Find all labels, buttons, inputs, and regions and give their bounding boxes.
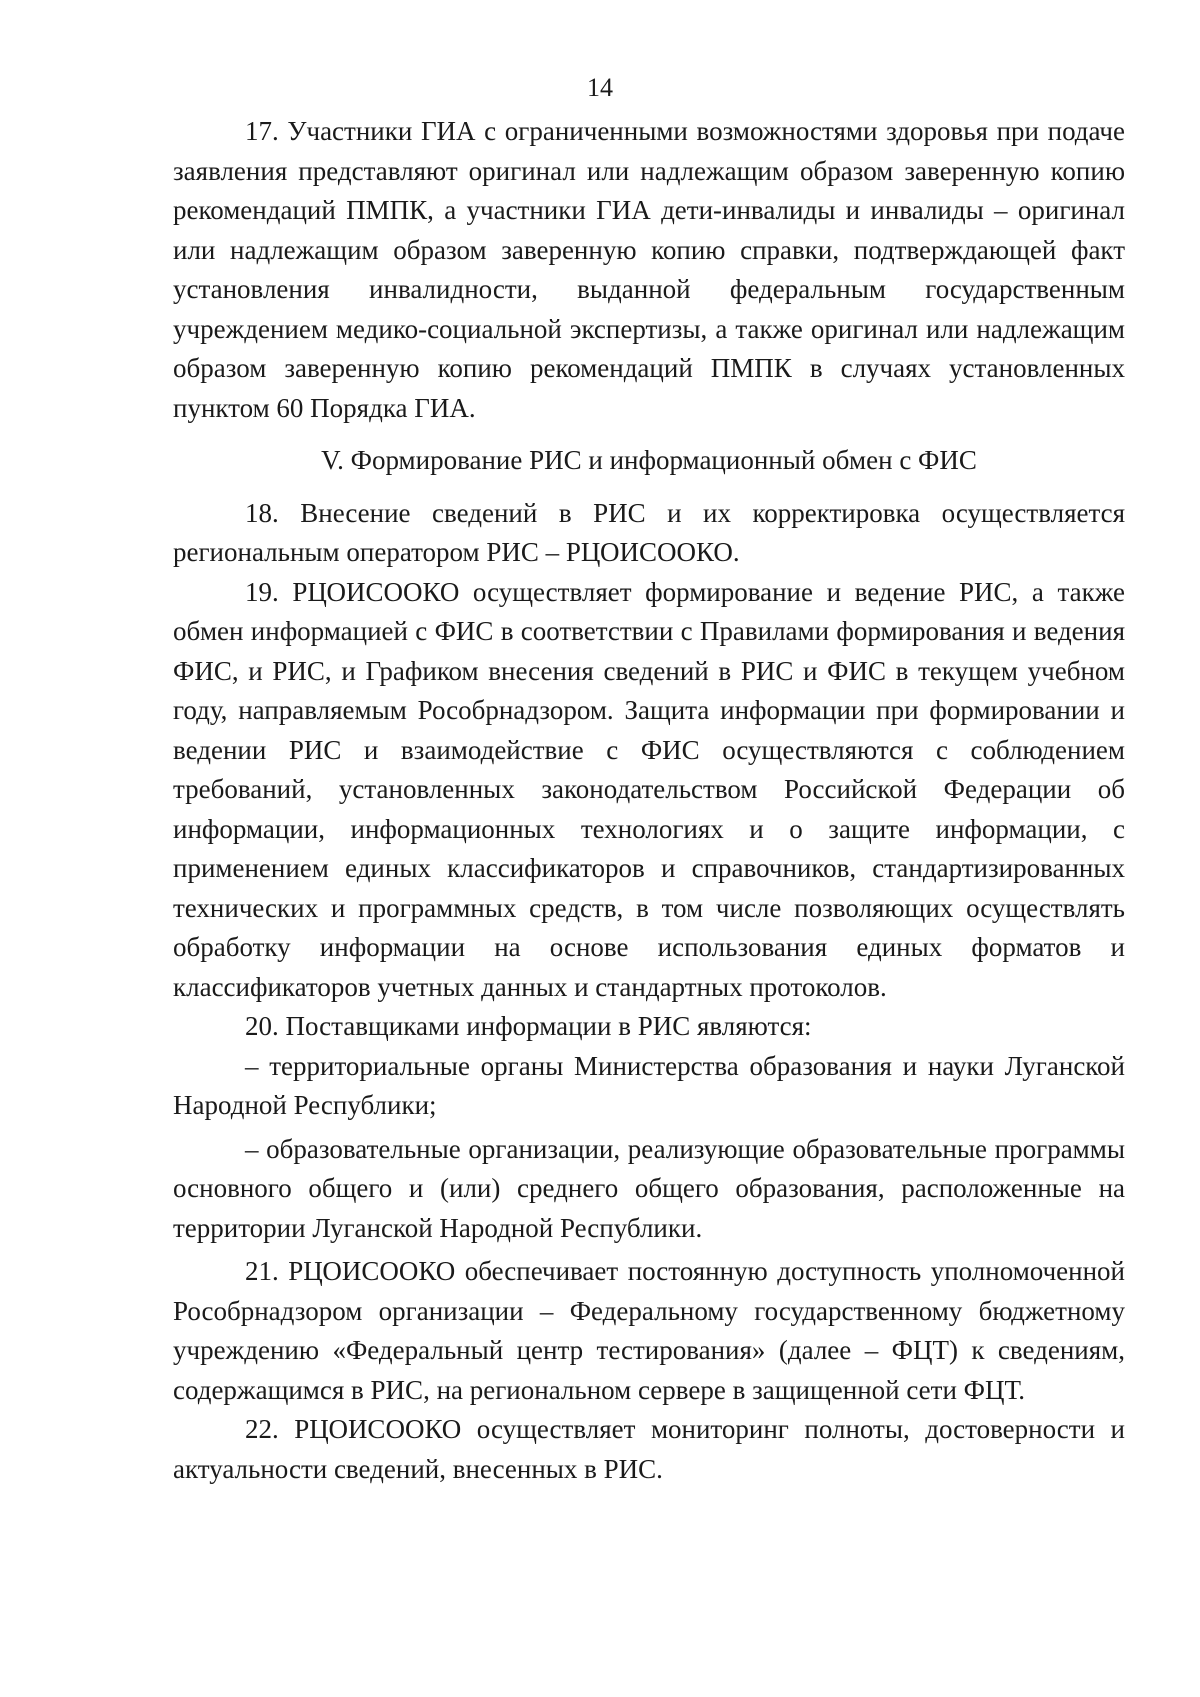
list-item: – образовательные организации, реализующие образовательные программы основного общего и (или) среднего общего образования, расположенные на территории Луганской Народной Республики. [173,1133,1125,1243]
paragraph-19: 19. РЦОИСООКО осуществляет формирование и ведение РИС, а также обмен информацией с ФИС в соответствии с Правилами формирования и ведения ФИС, и РИС, и Графиком внесения сведений в РИС и ФИС в текущем учебном году, направляемым Рособрнадзором. Защита информации при формировании и ведении РИС и взаимодействие с ФИС осуществляются с соблюдением требований, установленных законодательством Российской Федерации об информации, информационных технологиях и о защите информации, с применением единых классификаторов и справочников, стандартизированных технических и программных средств, в том числе позволяющих осуществлять обработку информации на основе использования единых форматов и классификаторов учетных данных и стандартных протоколов. [173,576,1125,1002]
paragraph-17: 17. Участники ГИА с ограниченными возможностями здоровья при подаче заявления представляют оригинал или надлежащим образом заверенную копию рекомендаций ПМПК, а участники ГИА дети-инвалиды и инвалиды – оригинал или надлежащим образом заверенную копию справки, подтверждающей факт установления инвалидности, выданной федеральным государственным учреждением медико-социальной экспертизы, а также оригинал или надлежащим образом заверенную копию рекомендаций ПМПК в случаях установленных пунктом 60 Порядка ГИА. [173,116,1125,423]
paragraph-20: 20. Поставщиками информации в РИС являются: [245,1011,812,1041]
paragraph-22: 22. РЦОИСООКО осуществляет мониторинг полноты, достоверности и актуальности сведений, внесенных в РИС. [173,1414,1125,1484]
paragraph-18: 18. Внесение сведений в РИС и их корректировка осуществляется региональным оператором РИС – РЦОИСООКО. [173,497,1125,567]
section-heading: V. Формирование РИС и информационный обмен с ФИС [321,445,977,475]
document-body [173,112,1125,1489]
list-item: – территориальные органы Министерства образования и науки Луганской Народной Республики; [173,1050,1125,1120]
page-number: 14 [587,73,613,102]
paragraph-21: 21. РЦОИСООКО обеспечивает постоянную доступность уполномоченной Рособрнадзором организации – Федеральному государственному бюджетному учреждению «Федеральный центр тестирования» (далее – ФЦТ) к сведениям, содержащимся в РИС, на региональном сервере в защищенной сети ФЦТ. [173,1256,1125,1405]
